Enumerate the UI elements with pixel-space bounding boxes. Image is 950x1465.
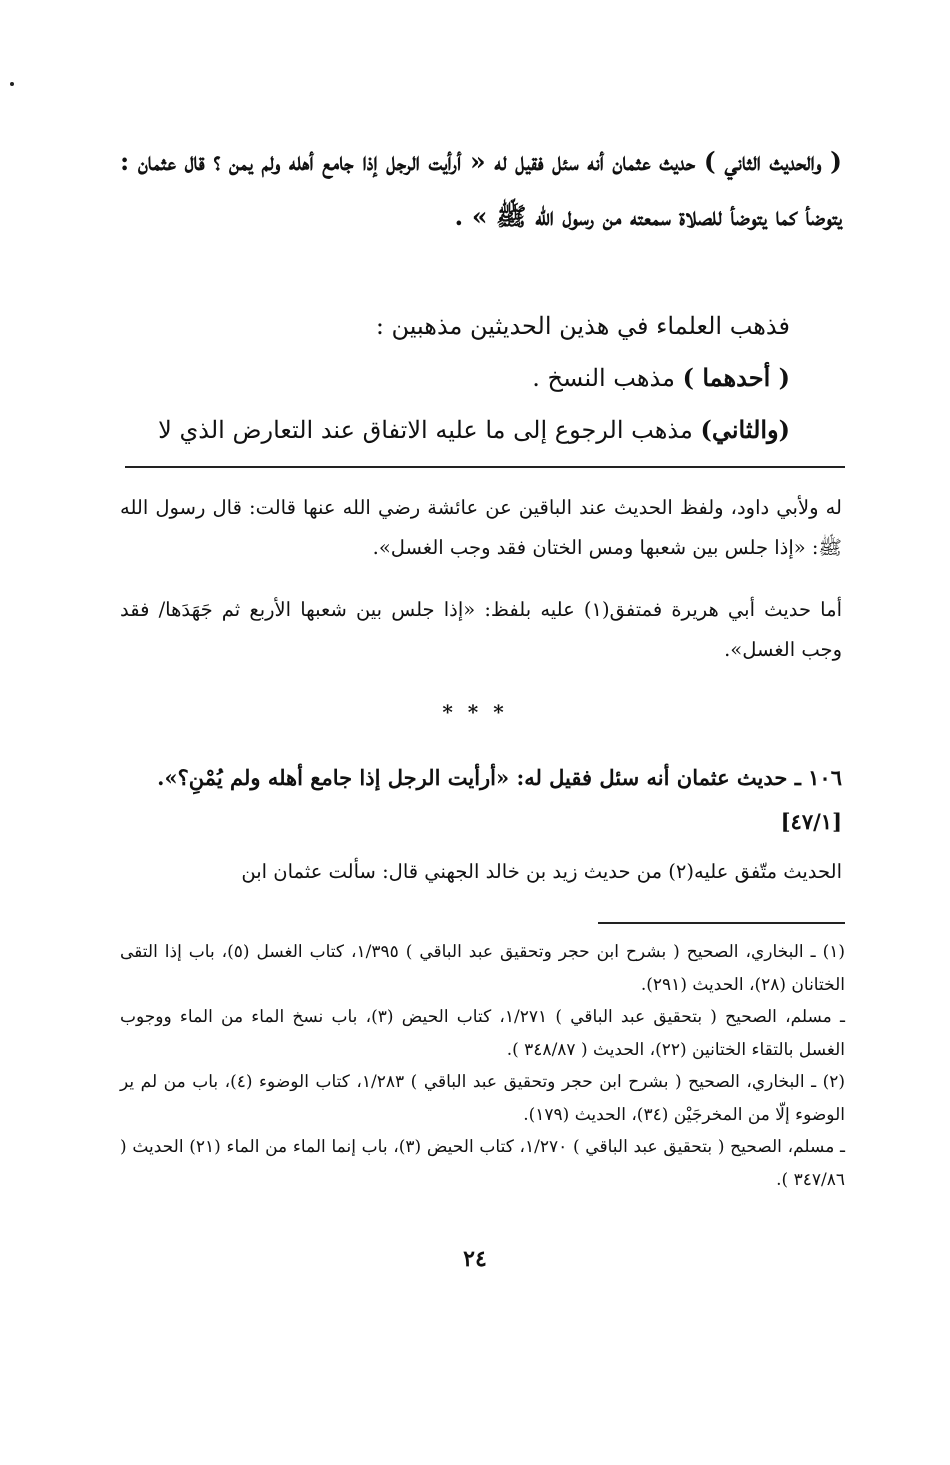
footnote-1-bukhari: (١) ـ البخاري، الصحيح ( بشرح ابن حجر وتحقيق عبد الباقي ) ١/٣٩٥، كتاب الغسل (٥)، باب إذا التقى الختانان (٢٨)، الحديث (٢٩١). [120, 942, 845, 995]
page-number: ٢٤ [463, 1246, 487, 1272]
first-opinion-text: مذهب النسخ . [532, 364, 683, 392]
second-opinion-label: (والثاني) [700, 415, 790, 444]
commentary-paragraph-1: له ولأبي داود، ولفظ الحديث عند الباقين عن عائشة رضي الله عنها قالت: قال رسول الله ﷺ: «إذا جلس بين شعبها ومس الختان فقد وجب الغسل». [120, 496, 842, 559]
first-opinion-line [120, 352, 790, 404]
second-opinion-text: مذهب الرجوع إلى ما عليه الاتفاق عند التعارض الذي لا [158, 416, 701, 444]
footnote-2-muslim: ـ مسلم، الصحيح ( بتحقيق عبد الباقي ) ١/٢٧٠، كتاب الحيض (٣)، باب إنما الماء من الماء (٢١) الحديث ( ٣٤٧/٨٦ ). [120, 1137, 845, 1190]
main-paragraph-second-hadith: ( والحديث الثاني ) حديث عثمان أنه سئل فقيل له « أرأيت الرجل إذا جامع أهله ولم يمن ؟ قال عثمان : يتوضأ كما يتوضأ للصلاة سمعته من رسول الله ﷺ » . [120, 147, 842, 231]
footnote-2-bukhari: (٢) ـ البخاري، الصحيح ( بشرح ابن حجر وتحقيق عبد الباقي ) ١/٢٨٣، كتاب الوضوء (٤)، باب من لم ير الوضوء إلّا من المخرجَيْن (٣٤)، الحديث (١٧٩). [120, 1072, 845, 1125]
commentary-paragraph-3: الحديث متّفق عليه(٢) من حديث زيد بن خالد الجهني قال: سألت عثمان ابن [241, 860, 842, 883]
section-separator-stars: * * * [442, 700, 508, 724]
hadith-106-reference: [٤٧/١] [780, 809, 842, 834]
hadith-106-heading [120, 756, 842, 844]
footnote-1-muslim: ـ مسلم، الصحيح ( بتحقيق عبد الباقي ) ١/٢٧١، كتاب الحيض (٣)، باب نسخ الماء من الماء ووجوب الغسل بالتقاء الختانين (٢٢)، الحديث ( ٣٤٨/٨٧ ). [120, 1007, 845, 1060]
main-paragraph-scholars [120, 300, 790, 456]
first-opinion-label: ( أحدهما ) [682, 363, 790, 392]
footnote-divider [598, 922, 845, 924]
margin-dot [10, 82, 14, 86]
hadith-106-text: ١٠٦ ـ حديث عثمان أنه سئل فقيل له: «أرأيت الرجل إذا جامع أهله ولم يُمْنِ؟». [157, 765, 842, 790]
commentary-paragraph-2: أما حديث أبي هريرة فمتفق(١) عليه بلفظ: «إذا جلس بين شعبها الأربع ثم جَهَدَها/ فقد وجب الغسل». [120, 598, 842, 661]
main-text-divider [125, 466, 845, 468]
footnotes [120, 936, 845, 1196]
second-opinion-line [120, 404, 790, 456]
scholars-intro-line: فذهب العلماء في هذين الحديثين مذهبين : [375, 312, 790, 340]
